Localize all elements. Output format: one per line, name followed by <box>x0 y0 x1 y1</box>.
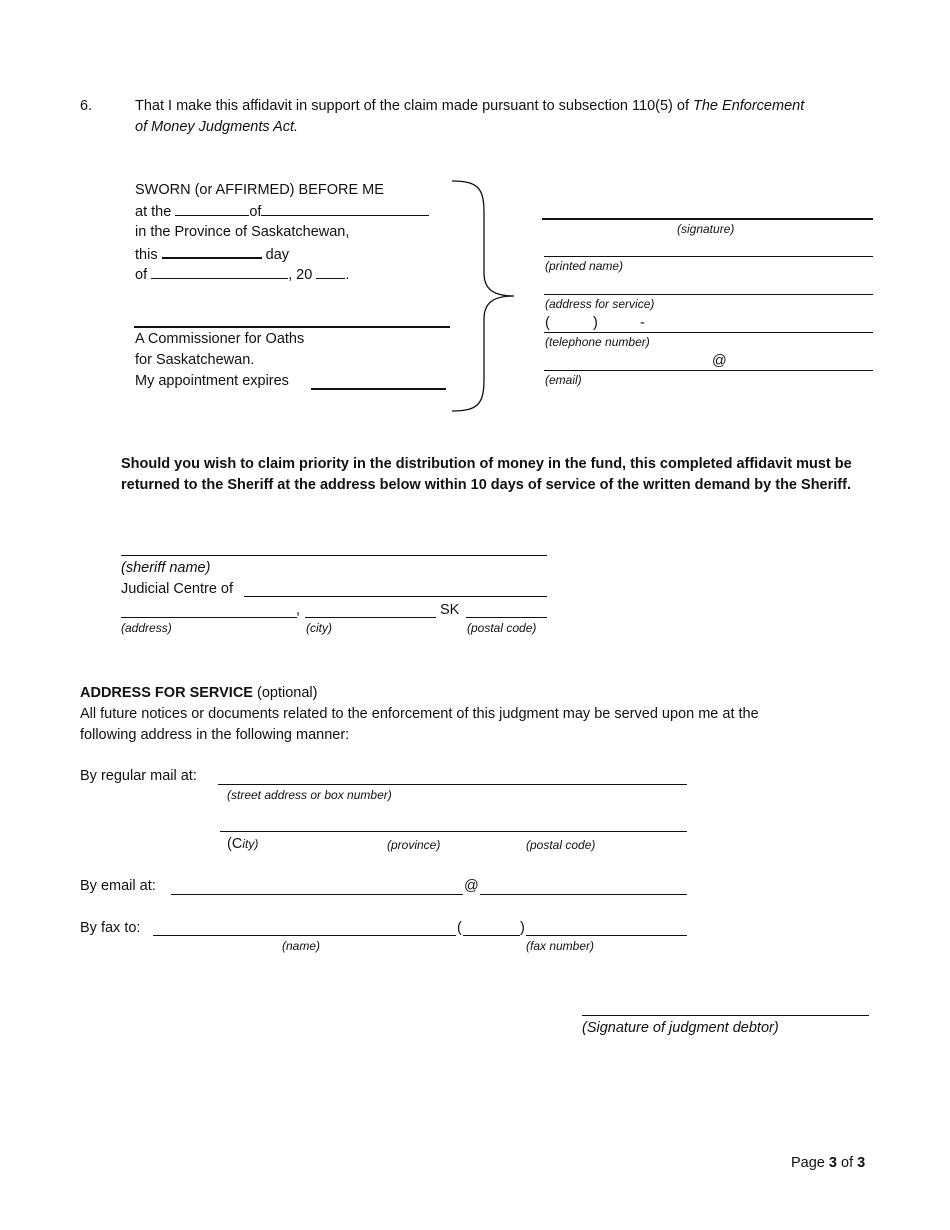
sheriff-name-label: (sheriff name) <box>121 560 211 576</box>
jurat-province: in the Province of Saskatchewan, <box>135 224 350 240</box>
debtor-signature-line[interactable] <box>582 1015 869 1016</box>
fax-area-code-field[interactable] <box>463 935 520 936</box>
jurat-at-the-label: at the <box>135 204 172 220</box>
service-postal-label: (postal code) <box>526 838 596 852</box>
fax-number-label: (fax number) <box>526 939 595 953</box>
printed-name-line[interactable] <box>544 256 873 257</box>
jurat-of2-label: of <box>135 267 148 283</box>
province-label: (province) <box>387 838 441 852</box>
service-heading-text: ADDRESS FOR SERVICE <box>80 685 253 701</box>
city-label-rest: ity) <box>242 837 259 851</box>
street-address-field[interactable] <box>218 784 687 785</box>
email-service-at: @ <box>464 878 479 894</box>
jurat-month-field[interactable] <box>151 264 288 279</box>
service-description-line2: following address in the following manner: <box>80 727 350 743</box>
email-at-sign: @ <box>712 353 727 369</box>
signature-label: (signature) <box>677 222 735 236</box>
jurat-place-field[interactable] <box>175 201 249 216</box>
jurat-this-label: this <box>135 247 158 263</box>
jurat-period: . <box>345 267 350 283</box>
address-for-service-line[interactable] <box>544 294 873 295</box>
city-label <box>227 834 258 855</box>
jurat-day-field[interactable] <box>162 243 262 259</box>
jurat-year-label: , 20 <box>288 267 313 283</box>
telephone-line[interactable] <box>544 332 873 333</box>
address-for-service-label: (address for service) <box>545 297 655 311</box>
commissioner-signature-line[interactable] <box>134 326 450 328</box>
act-title-part2: of Money Judgments Act. <box>135 119 299 135</box>
sheriff-city-label: (city) <box>306 621 332 635</box>
phone-paren-close: ) <box>593 315 598 331</box>
commissioner-line1: A Commissioner for Oaths <box>135 331 305 347</box>
fax-name-label: (name) <box>282 939 321 953</box>
act-title-part1: The Enforcement <box>693 98 805 114</box>
page-label: Page <box>791 1155 829 1171</box>
fax-label: By fax to: <box>80 920 141 936</box>
email-user-field[interactable] <box>171 894 463 895</box>
judicial-centre-label: Judicial Centre of <box>121 581 234 597</box>
fax-paren-close: ) <box>520 920 525 936</box>
paragraph-number: 6. <box>80 98 93 114</box>
phone-dash: - <box>640 315 645 331</box>
email-label: (email) <box>545 373 582 387</box>
paragraph-6-line1 <box>135 96 804 117</box>
jurat-month-line <box>135 264 349 286</box>
jurat-year-field[interactable] <box>316 264 345 279</box>
email-service-label: By email at: <box>80 878 156 894</box>
signature-line[interactable] <box>542 218 873 220</box>
street-address-label: (street address or box number) <box>227 788 392 802</box>
jurat-of-label: of <box>249 204 262 220</box>
appointment-expires-field[interactable] <box>311 388 446 390</box>
sheriff-postal-field[interactable] <box>466 617 547 618</box>
email-line[interactable] <box>544 370 873 371</box>
sheriff-postal-label: (postal code) <box>467 621 537 635</box>
jurat-location-field[interactable] <box>261 201 429 216</box>
fax-name-field[interactable] <box>153 935 456 936</box>
page-total: 3 <box>857 1155 866 1171</box>
page-of: of <box>836 1155 858 1171</box>
brace-icon <box>448 178 520 416</box>
appointment-expires-label: My appointment expires <box>135 373 289 389</box>
service-optional-text: (optional) <box>252 685 318 701</box>
sheriff-address-field[interactable] <box>121 617 297 618</box>
commissioner-line2: for Saskatchewan. <box>135 352 255 368</box>
jurat-at-the-line <box>135 201 429 223</box>
jurat-sworn: SWORN (or AFFIRMED) BEFORE ME <box>135 182 384 198</box>
sheriff-name-line[interactable] <box>121 555 547 556</box>
priority-notice: Should you wish to claim priority in the distribution of money in the fund, this completed affidavit must be returned to the Sheriff at the address below within 10 days of service of the written demand by the Sheriff. <box>121 456 852 493</box>
regular-mail-label: By regular mail at: <box>80 768 197 784</box>
jurat-day-line <box>135 243 289 266</box>
city-province-postal-field[interactable] <box>220 831 687 832</box>
email-domain-field[interactable] <box>480 894 687 895</box>
paragraph-6-text: That I make this affidavit in support of the claim made pursuant to subsection 110(5) of <box>135 98 694 114</box>
city-label-c: (C <box>227 836 243 852</box>
jurat-day-label: day <box>265 247 290 263</box>
printed-name-label: (printed name) <box>545 259 624 273</box>
judicial-centre-field[interactable] <box>244 596 547 597</box>
debtor-signature-label: (Signature of judgment debtor) <box>582 1020 779 1036</box>
sk-label: SK <box>440 602 460 618</box>
fax-number-field[interactable] <box>526 935 687 936</box>
page-current: 3 <box>828 1155 837 1171</box>
telephone-label: (telephone number) <box>545 335 650 349</box>
sheriff-address-comma: , <box>296 602 301 618</box>
sheriff-city-field[interactable] <box>305 617 436 618</box>
address-for-service-heading <box>80 683 317 704</box>
phone-paren-open: ( <box>545 315 550 331</box>
sheriff-address-label: (address) <box>121 621 172 635</box>
page-footer <box>791 1153 865 1174</box>
service-description-line1: All future notices or documents related to the enforcement of this judgment may be served upon me at the <box>80 706 759 722</box>
fax-paren-open: ( <box>457 920 462 936</box>
